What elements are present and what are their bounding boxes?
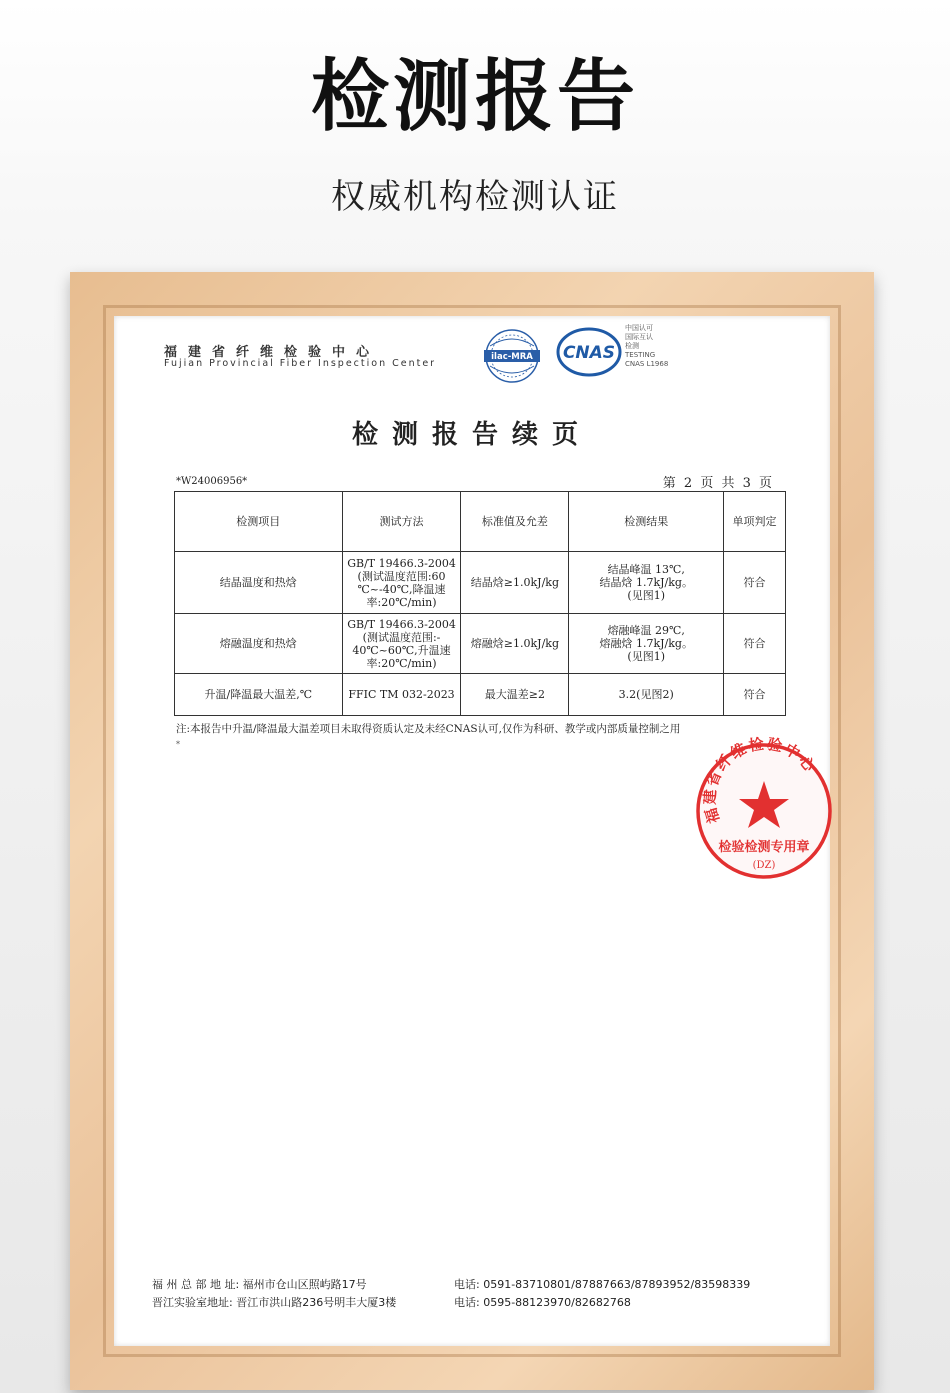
result-line: 结晶焓 1.7kJ/kg。 [599, 576, 693, 589]
method-line: ℃~-40℃,降温速 [357, 582, 446, 596]
method-line: GB/T 19466.3-2004 [347, 556, 456, 570]
result-cell [569, 674, 724, 716]
result-cell [569, 614, 724, 674]
footer-hq-address: 福 州 总 部 地 址: 福州市仓山区照屿路17号 [152, 1278, 367, 1291]
standard-cell: 熔融焓≥1.0kJ/kg [461, 614, 569, 674]
result-line: 熔融焓 1.7kJ/kg。 [599, 637, 693, 650]
method-line: (测试温度范围:60 [357, 569, 446, 583]
page-title: 检测报告 [310, 52, 639, 142]
footer-jj-phone: 电话: 0595-88123970/82682768 [454, 1296, 631, 1309]
report-note: 注:本报告中升温/降温最大温差项目未取得资质认定及未经CNAS认可,仅作为科研、教学或内部质量控制之用 [176, 723, 681, 735]
cnas-logo [556, 326, 622, 378]
method-line: GB/T 19466.3-2004 [347, 617, 456, 631]
test-item-cell: 结晶温度和热焓 [175, 552, 343, 614]
footer-hq-phone: 电话: 0591-83710801/87887663/87893952/83598339 [454, 1278, 751, 1291]
column-header: 单项判定 [724, 492, 786, 552]
method-line: (测试温度范围:- [362, 630, 441, 644]
column-header: 标准值及允差 [461, 492, 569, 552]
verdict-cell: 符合 [724, 614, 786, 674]
result-cell [569, 552, 724, 614]
report-number: *W24006956* [176, 476, 248, 487]
table-header-row [175, 492, 786, 552]
test-method-cell [342, 674, 461, 716]
standard-cell: 最大温差≥2 [461, 674, 569, 716]
report-document [114, 316, 830, 1346]
ilac-logo-text: ilac-MRA [491, 352, 533, 362]
standard-cell: 结晶焓≥1.0kJ/kg [461, 552, 569, 614]
test-method-cell [342, 614, 461, 674]
cnas-caption-line: CNAS L1968 [625, 360, 669, 368]
column-header: 测试方法 [342, 492, 461, 552]
cnas-caption [625, 324, 668, 369]
results-table [174, 491, 786, 716]
organization-name-en: Fujian Provincial Fiber Inspection Center [164, 358, 437, 369]
column-header: 检测项目 [175, 492, 343, 552]
table-row [175, 674, 786, 716]
cnas-caption-line: TESTING [625, 351, 656, 359]
page-indicator: 第 2 页 共 3 页 [662, 476, 774, 491]
method-line: FFIC TM 032-2023 [348, 688, 455, 701]
test-item-cell: 熔融温度和热焓 [175, 614, 343, 674]
result-line: 结晶峰温 13℃, [607, 563, 685, 576]
test-item-cell: 升温/降温最大温差,℃ [175, 674, 343, 716]
table-row [175, 552, 786, 614]
result-line: (见图1) [627, 650, 666, 663]
method-line: 率:20℃/min) [366, 656, 437, 670]
result-line: (见图1) [627, 589, 666, 602]
cnas-logo-text: CNAS [562, 343, 616, 363]
ilac-mra-logo [482, 328, 542, 384]
verdict-cell: 符合 [724, 552, 786, 614]
footer-jj-address: 晋江实验室地址: 晋江市洪山路236号明丰大厦3楼 [152, 1296, 397, 1309]
organization-name-cn: 福建省纤维检验中心 [164, 345, 381, 360]
seal-ring-text: 福建省纤维检验中心 [700, 734, 820, 826]
method-line: 40℃~60℃,升温速 [352, 643, 451, 657]
seal-center-text: 检验检测专用章 [718, 840, 810, 855]
column-header: 检测结果 [569, 492, 724, 552]
cnas-caption-line: 中国认可 [625, 324, 653, 332]
cnas-caption-line: 检测 [625, 342, 639, 350]
report-title: 检测报告续页 [351, 420, 592, 450]
seal-code: (DZ) [752, 860, 776, 871]
result-line: 3.2(见图2) [618, 688, 674, 701]
result-line: 熔融峰温 29℃, [607, 624, 685, 637]
verdict-cell: 符合 [724, 674, 786, 716]
official-seal [692, 729, 832, 887]
test-method-cell [342, 552, 461, 614]
note-mark: * [176, 740, 180, 749]
method-line: 率:20℃/min) [366, 595, 437, 609]
page-subtitle: 权威机构检测认证 [331, 177, 619, 217]
cnas-caption-line: 国际互认 [625, 333, 653, 341]
table-row [175, 614, 786, 674]
